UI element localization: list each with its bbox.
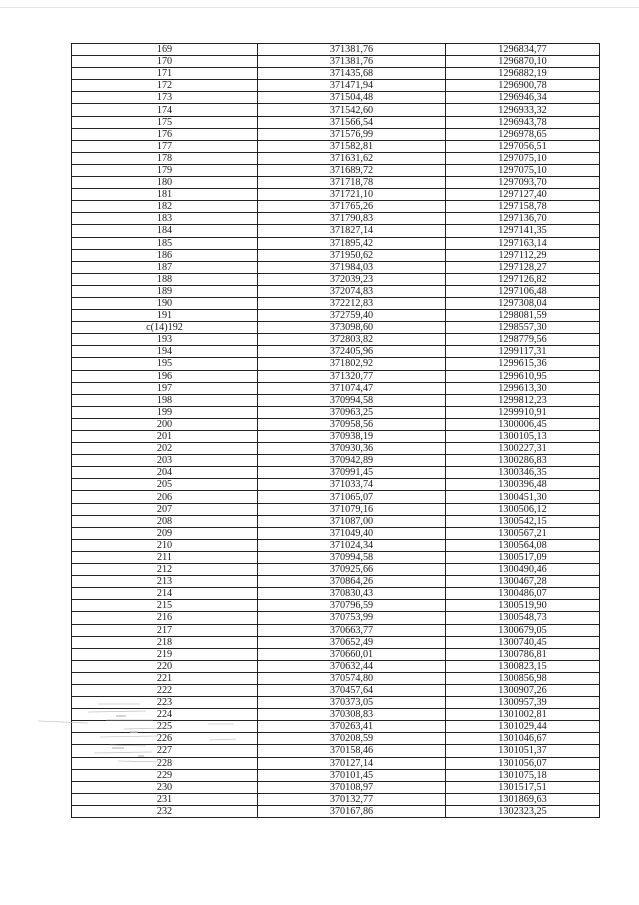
x-coordinate-cell: 372039,23: [258, 273, 446, 285]
table-row: [72, 733, 600, 745]
point-number-cell: 199: [72, 406, 258, 418]
x-coordinate-cell: 370930,36: [258, 443, 446, 455]
table-row: [72, 431, 600, 443]
x-coordinate-cell: 371074,47: [258, 382, 446, 394]
point-number-cell: 185: [72, 237, 258, 249]
x-coordinate-cell: 370994,58: [258, 394, 446, 406]
y-coordinate-cell: 1301056,07: [446, 757, 600, 769]
point-number-cell: 196: [72, 370, 258, 382]
y-coordinate-cell: 1300006,45: [446, 418, 600, 430]
table-row: [72, 527, 600, 539]
point-number-cell: 191: [72, 310, 258, 322]
x-coordinate-cell: 372212,83: [258, 297, 446, 309]
y-coordinate-cell: 1297106,48: [446, 285, 600, 297]
table-row: [72, 237, 600, 249]
table-row: [72, 92, 600, 104]
point-number-cell: 204: [72, 467, 258, 479]
y-coordinate-cell: 1300957,39: [446, 697, 600, 709]
point-number-cell: 169: [72, 44, 258, 56]
point-number-cell: 231: [72, 793, 258, 805]
x-coordinate-cell: 371631,62: [258, 152, 446, 164]
y-coordinate-cell: 1297056,51: [446, 140, 600, 152]
y-coordinate-cell: 1300548,73: [446, 612, 600, 624]
point-number-cell: 226: [72, 733, 258, 745]
point-number-cell: 189: [72, 285, 258, 297]
table-row: [72, 467, 600, 479]
table-row: [72, 140, 600, 152]
table-row: [72, 515, 600, 527]
point-number-cell: 193: [72, 334, 258, 346]
y-coordinate-cell: 1300490,46: [446, 564, 600, 576]
point-number-cell: 224: [72, 709, 258, 721]
x-coordinate-cell: 371435,68: [258, 68, 446, 80]
y-coordinate-cell: 1296834,77: [446, 44, 600, 56]
table-row: [72, 116, 600, 128]
point-number-cell: 181: [72, 189, 258, 201]
x-coordinate-cell: 370991,45: [258, 467, 446, 479]
table-row: [72, 697, 600, 709]
table-row: [72, 225, 600, 237]
x-coordinate-cell: 373098,60: [258, 322, 446, 334]
y-coordinate-cell: 1301046,67: [446, 733, 600, 745]
x-coordinate-cell: 371065,07: [258, 491, 446, 503]
y-coordinate-cell: 1301869,63: [446, 793, 600, 805]
table-row: [72, 128, 600, 140]
y-coordinate-cell: 1296978,65: [446, 128, 600, 140]
x-coordinate-cell: 371827,14: [258, 225, 446, 237]
table-row: [72, 660, 600, 672]
x-coordinate-cell: 371087,00: [258, 515, 446, 527]
table-row: [72, 600, 600, 612]
point-number-cell: 188: [72, 273, 258, 285]
x-coordinate-cell: 371576,99: [258, 128, 446, 140]
table-row: [72, 213, 600, 225]
x-coordinate-cell: 370208,59: [258, 733, 446, 745]
y-coordinate-cell: 1300567,21: [446, 527, 600, 539]
x-coordinate-cell: 372074,83: [258, 285, 446, 297]
y-coordinate-cell: 1300467,28: [446, 576, 600, 588]
x-coordinate-cell: 371765,26: [258, 201, 446, 213]
y-coordinate-cell: 1297128,27: [446, 261, 600, 273]
y-coordinate-cell: 1300740,45: [446, 636, 600, 648]
point-number-cell: 198: [72, 394, 258, 406]
x-coordinate-cell: 370457,64: [258, 684, 446, 696]
x-coordinate-cell: 370652,49: [258, 636, 446, 648]
point-number-cell: 221: [72, 672, 258, 684]
x-coordinate-cell: 371320,77: [258, 370, 446, 382]
x-coordinate-cell: 371566,54: [258, 116, 446, 128]
point-number-cell: 187: [72, 261, 258, 273]
table-row: [72, 44, 600, 56]
y-coordinate-cell: 1301517,51: [446, 781, 600, 793]
y-coordinate-cell: 1299117,31: [446, 346, 600, 358]
point-number-cell: 205: [72, 479, 258, 491]
point-number-cell: 223: [72, 697, 258, 709]
table-row: [72, 418, 600, 430]
x-coordinate-cell: 371049,40: [258, 527, 446, 539]
x-coordinate-cell: 371689,72: [258, 164, 446, 176]
y-coordinate-cell: 1302323,25: [446, 805, 600, 817]
y-coordinate-cell: 1300346,35: [446, 467, 600, 479]
point-number-cell: 190: [72, 297, 258, 309]
table-row: [72, 769, 600, 781]
point-number-cell: 195: [72, 358, 258, 370]
x-coordinate-cell: 372405,96: [258, 346, 446, 358]
point-number-cell: 210: [72, 539, 258, 551]
table-row: [72, 358, 600, 370]
point-number-cell: 227: [72, 745, 258, 757]
x-coordinate-cell: 371024,34: [258, 539, 446, 551]
point-number-cell: 217: [72, 624, 258, 636]
x-coordinate-cell: 370263,41: [258, 721, 446, 733]
point-number-cell: 216: [72, 612, 258, 624]
point-number-cell: 200: [72, 418, 258, 430]
x-coordinate-cell: 371079,16: [258, 503, 446, 515]
x-coordinate-cell: 370963,25: [258, 406, 446, 418]
table-row: [72, 636, 600, 648]
table-row: [72, 189, 600, 201]
x-coordinate-cell: 371721,10: [258, 189, 446, 201]
x-coordinate-cell: 371790,83: [258, 213, 446, 225]
point-number-cell: 209: [72, 527, 258, 539]
y-coordinate-cell: 1300286,83: [446, 455, 600, 467]
x-coordinate-cell: 371542,60: [258, 104, 446, 116]
y-coordinate-cell: 1296882,19: [446, 68, 600, 80]
y-coordinate-cell: 1300786,81: [446, 648, 600, 660]
x-coordinate-cell: 371582,81: [258, 140, 446, 152]
page-top-edge: [0, 7, 639, 8]
point-number-cell: 222: [72, 684, 258, 696]
y-coordinate-cell: 1297112,29: [446, 249, 600, 261]
y-coordinate-cell: 1300907,26: [446, 684, 600, 696]
x-coordinate-cell: 371895,42: [258, 237, 446, 249]
x-coordinate-cell: 370132,77: [258, 793, 446, 805]
x-coordinate-cell: 370127,14: [258, 757, 446, 769]
point-number-cell: 212: [72, 564, 258, 576]
y-coordinate-cell: 1300564,08: [446, 539, 600, 551]
y-coordinate-cell: 1300506,12: [446, 503, 600, 515]
point-number-cell: 207: [72, 503, 258, 515]
table-row: [72, 709, 600, 721]
y-coordinate-cell: 1300679,05: [446, 624, 600, 636]
point-number-cell: 177: [72, 140, 258, 152]
table-row: [72, 793, 600, 805]
table-row: [72, 334, 600, 346]
table-row: [72, 261, 600, 273]
point-number-cell: 230: [72, 781, 258, 793]
point-number-cell: 203: [72, 455, 258, 467]
point-number-cell: 197: [72, 382, 258, 394]
y-coordinate-cell: 1300227,31: [446, 443, 600, 455]
x-coordinate-cell: 370663,77: [258, 624, 446, 636]
point-number-cell: 218: [72, 636, 258, 648]
y-coordinate-cell: 1296933,32: [446, 104, 600, 116]
table-row: [72, 56, 600, 68]
table-row: [72, 551, 600, 563]
table-row: [72, 201, 600, 213]
y-coordinate-cell: 1300823,15: [446, 660, 600, 672]
x-coordinate-cell: 372759,40: [258, 310, 446, 322]
y-coordinate-cell: 1297075,10: [446, 164, 600, 176]
point-number-cell: 170: [72, 56, 258, 68]
x-coordinate-cell: 370108,97: [258, 781, 446, 793]
y-coordinate-cell: 1300486,07: [446, 588, 600, 600]
x-coordinate-cell: 370632,44: [258, 660, 446, 672]
point-number-cell: 225: [72, 721, 258, 733]
y-coordinate-cell: 1298779,56: [446, 334, 600, 346]
point-number-cell: 178: [72, 152, 258, 164]
x-coordinate-cell: 370938,19: [258, 431, 446, 443]
table-row: [72, 346, 600, 358]
table-row: [72, 394, 600, 406]
y-coordinate-cell: 1297158,78: [446, 201, 600, 213]
x-coordinate-cell: 370167,86: [258, 805, 446, 817]
x-coordinate-cell: 370925,66: [258, 564, 446, 576]
y-coordinate-cell: 1298081,59: [446, 310, 600, 322]
y-coordinate-cell: 1299610,95: [446, 370, 600, 382]
y-coordinate-cell: 1300517,09: [446, 551, 600, 563]
table-row: [72, 152, 600, 164]
table-row: [72, 503, 600, 515]
y-coordinate-cell: 1298557,30: [446, 322, 600, 334]
y-coordinate-cell: 1296946,34: [446, 92, 600, 104]
y-coordinate-cell: 1297141,35: [446, 225, 600, 237]
table-row: [72, 177, 600, 189]
table-row: [72, 443, 600, 455]
table-row: [72, 757, 600, 769]
x-coordinate-cell: 370308,83: [258, 709, 446, 721]
coordinates-table-body: [72, 44, 600, 818]
table-row: [72, 370, 600, 382]
y-coordinate-cell: 1299613,30: [446, 382, 600, 394]
x-coordinate-cell: 370660,01: [258, 648, 446, 660]
x-coordinate-cell: 370753,99: [258, 612, 446, 624]
table-row: [72, 104, 600, 116]
point-number-cell: 214: [72, 588, 258, 600]
point-number-cell: 174: [72, 104, 258, 116]
table-row: [72, 745, 600, 757]
table-row: [72, 588, 600, 600]
y-coordinate-cell: 1301075,18: [446, 769, 600, 781]
table-row: [72, 576, 600, 588]
x-coordinate-cell: 371984,03: [258, 261, 446, 273]
point-number-cell: 213: [72, 576, 258, 588]
table-row: [72, 684, 600, 696]
table-row: [72, 382, 600, 394]
x-coordinate-cell: 370373,05: [258, 697, 446, 709]
y-coordinate-cell: 1301002,81: [446, 709, 600, 721]
point-number-cell: 173: [72, 92, 258, 104]
x-coordinate-cell: 370574,80: [258, 672, 446, 684]
point-number-cell: 186: [72, 249, 258, 261]
y-coordinate-cell: 1301029,44: [446, 721, 600, 733]
x-coordinate-cell: 372803,82: [258, 334, 446, 346]
y-coordinate-cell: 1300396,48: [446, 479, 600, 491]
table-row: [72, 455, 600, 467]
table-row: [72, 80, 600, 92]
x-coordinate-cell: 370958,56: [258, 418, 446, 430]
table-row: [72, 273, 600, 285]
point-number-cell: 228: [72, 757, 258, 769]
table-row: [72, 479, 600, 491]
table-row: [72, 672, 600, 684]
point-number-cell: 219: [72, 648, 258, 660]
point-number-cell: 201: [72, 431, 258, 443]
point-number-cell: 194: [72, 346, 258, 358]
point-number-cell: 211: [72, 551, 258, 563]
y-coordinate-cell: 1299910,91: [446, 406, 600, 418]
y-coordinate-cell: 1300451,30: [446, 491, 600, 503]
table-row: [72, 491, 600, 503]
table-row: [72, 564, 600, 576]
x-coordinate-cell: 370942,89: [258, 455, 446, 467]
y-coordinate-cell: 1297127,40: [446, 189, 600, 201]
point-number-cell: 176: [72, 128, 258, 140]
y-coordinate-cell: 1296900,78: [446, 80, 600, 92]
point-number-cell: 229: [72, 769, 258, 781]
point-number-cell: 171: [72, 68, 258, 80]
y-coordinate-cell: 1300519,90: [446, 600, 600, 612]
table-row: [72, 539, 600, 551]
y-coordinate-cell: 1296943,78: [446, 116, 600, 128]
coordinates-table: [71, 43, 600, 818]
y-coordinate-cell: 1297136,70: [446, 213, 600, 225]
point-number-cell: 220: [72, 660, 258, 672]
point-number-cell: c(14)192: [72, 322, 258, 334]
point-number-cell: 206: [72, 491, 258, 503]
y-coordinate-cell: 1301051,37: [446, 745, 600, 757]
point-number-cell: 182: [72, 201, 258, 213]
x-coordinate-cell: 370830,43: [258, 588, 446, 600]
point-number-cell: 183: [72, 213, 258, 225]
table-row: [72, 612, 600, 624]
table-row: [72, 249, 600, 261]
table-row: [72, 285, 600, 297]
table-row: [72, 68, 600, 80]
y-coordinate-cell: 1300542,15: [446, 515, 600, 527]
y-coordinate-cell: 1297126,82: [446, 273, 600, 285]
x-coordinate-cell: 371950,62: [258, 249, 446, 261]
y-coordinate-cell: 1297163,14: [446, 237, 600, 249]
x-coordinate-cell: 371471,94: [258, 80, 446, 92]
y-coordinate-cell: 1296870,10: [446, 56, 600, 68]
table-row: [72, 406, 600, 418]
point-number-cell: 184: [72, 225, 258, 237]
table-row: [72, 310, 600, 322]
y-coordinate-cell: 1297075,10: [446, 152, 600, 164]
x-coordinate-cell: 371802,92: [258, 358, 446, 370]
y-coordinate-cell: 1299615,36: [446, 358, 600, 370]
x-coordinate-cell: 370994,58: [258, 551, 446, 563]
y-coordinate-cell: 1297093,70: [446, 177, 600, 189]
point-number-cell: 215: [72, 600, 258, 612]
y-coordinate-cell: 1297308,04: [446, 297, 600, 309]
table-row: [72, 624, 600, 636]
table-row: [72, 164, 600, 176]
point-number-cell: 175: [72, 116, 258, 128]
point-number-cell: 179: [72, 164, 258, 176]
table-row: [72, 322, 600, 334]
y-coordinate-cell: 1300105,13: [446, 431, 600, 443]
x-coordinate-cell: 370158,46: [258, 745, 446, 757]
point-number-cell: 180: [72, 177, 258, 189]
table-row: [72, 805, 600, 817]
x-coordinate-cell: 371381,76: [258, 44, 446, 56]
table-row: [72, 297, 600, 309]
y-coordinate-cell: 1299812,23: [446, 394, 600, 406]
point-number-cell: 208: [72, 515, 258, 527]
point-number-cell: 232: [72, 805, 258, 817]
y-coordinate-cell: 1300856,98: [446, 672, 600, 684]
x-coordinate-cell: 370796,59: [258, 600, 446, 612]
x-coordinate-cell: 370101,45: [258, 769, 446, 781]
table-row: [72, 648, 600, 660]
x-coordinate-cell: 371718,78: [258, 177, 446, 189]
x-coordinate-cell: 370864,26: [258, 576, 446, 588]
point-number-cell: 202: [72, 443, 258, 455]
x-coordinate-cell: 371504,48: [258, 92, 446, 104]
point-number-cell: 172: [72, 80, 258, 92]
x-coordinate-cell: 371033,74: [258, 479, 446, 491]
table-row: [72, 781, 600, 793]
x-coordinate-cell: 371381,76: [258, 56, 446, 68]
table-row: [72, 721, 600, 733]
